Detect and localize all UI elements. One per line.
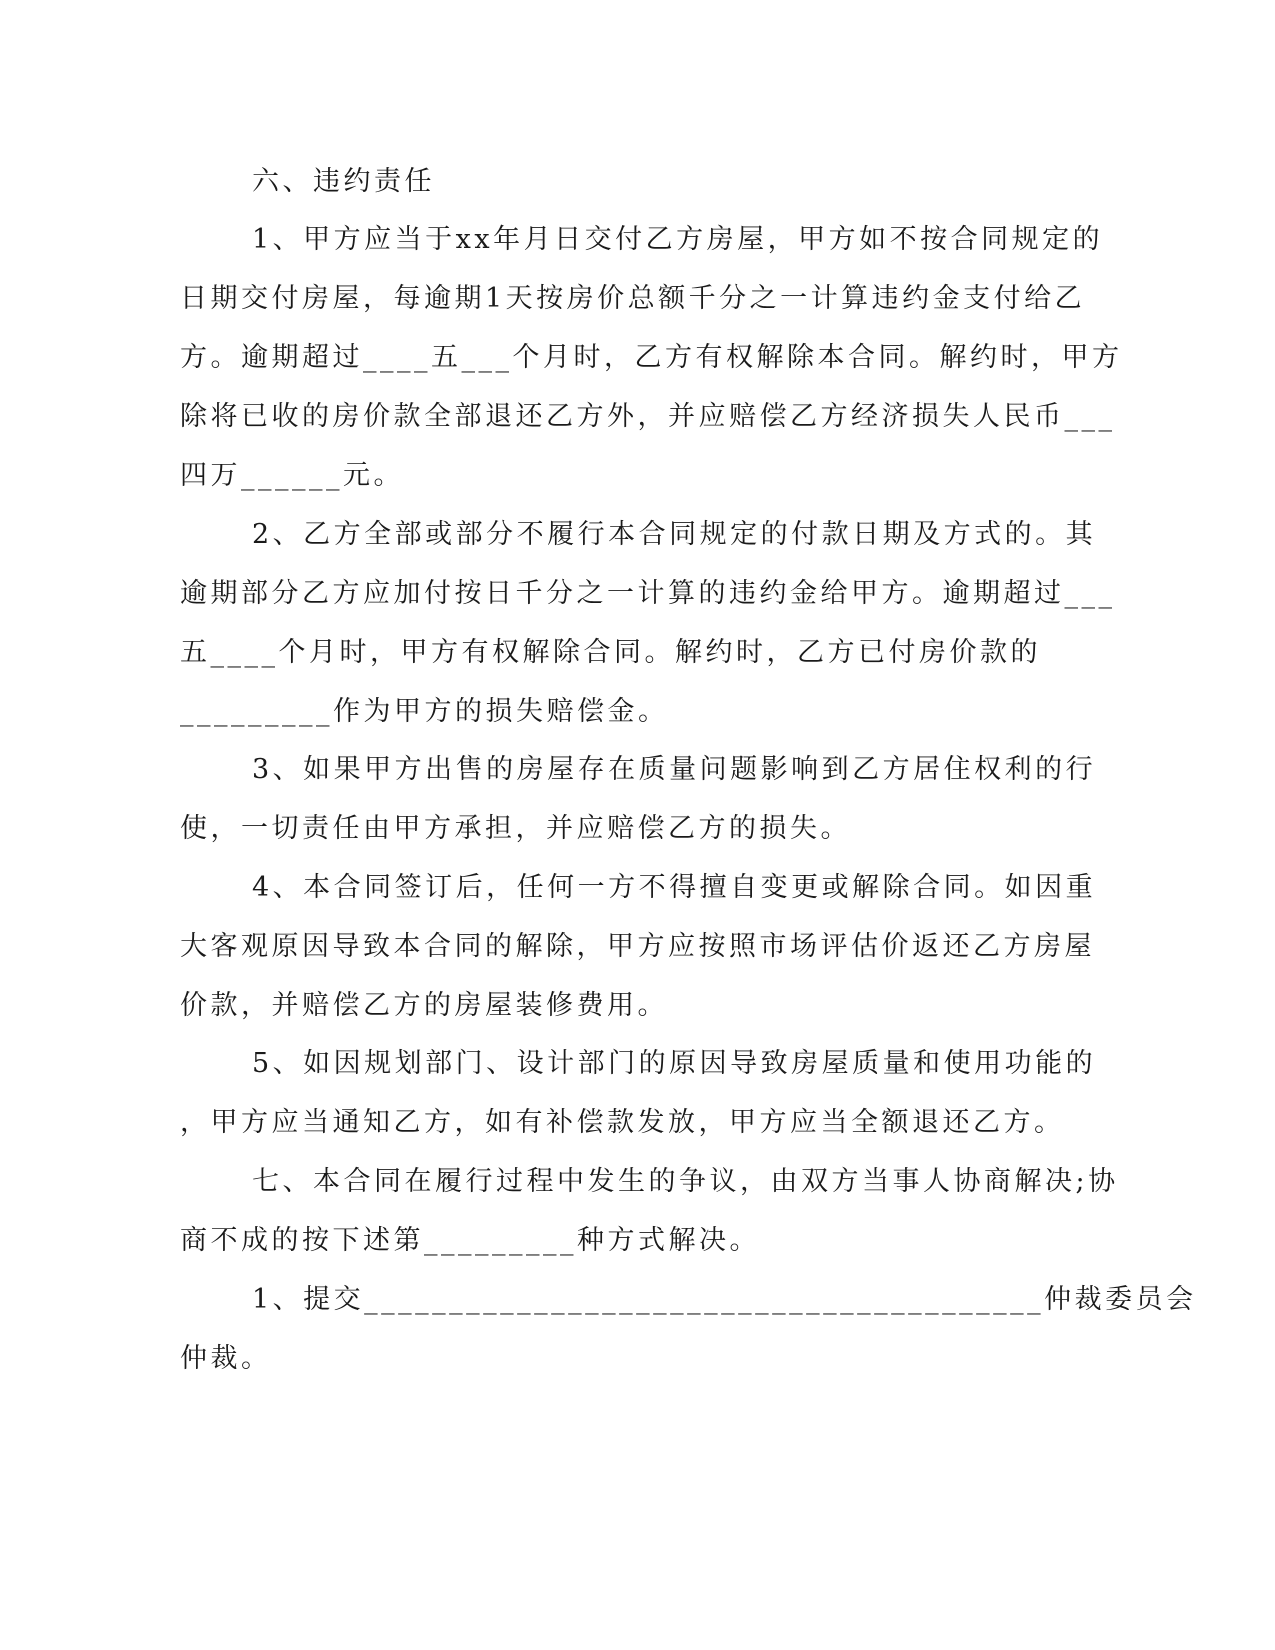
paragraph-1-line-5: 四万______元。 bbox=[180, 460, 404, 491]
paragraph-4-line-2: 大客观原因导致本合同的解除，甲方应按照市场评估价返还乙方房屋 bbox=[180, 931, 1095, 962]
section-heading-breach-liability: 六、违约责任 bbox=[252, 166, 435, 197]
paragraph-1-line-4: 除将已收的房价款全部退还乙方外，并应赔偿乙方经济损失人民币___ bbox=[180, 401, 1116, 432]
paragraph-2-line-1: 2、乙方全部或部分不履行本合同规定的付款日期及方式的。其 bbox=[252, 519, 1097, 550]
paragraph-2-line-4: _________作为甲方的损失赔偿金。 bbox=[180, 696, 669, 727]
section-seven-line-2: 商不成的按下述第_________种方式解决。 bbox=[180, 1225, 760, 1256]
option-1-line-2: 仲裁。 bbox=[180, 1343, 272, 1374]
option-1-line-1: 1、提交________________________________________仲裁委员会 bbox=[252, 1284, 1197, 1315]
paragraph-2-line-3: 五____个月时，甲方有权解除合同。解约时，乙方已付房价款的 bbox=[180, 637, 1041, 668]
paragraph-3-line-2: 使，一切责任由甲方承担，并应赔偿乙方的损失。 bbox=[180, 813, 851, 844]
paragraph-4-line-3: 价款，并赔偿乙方的房屋装修费用。 bbox=[180, 990, 668, 1021]
paragraph-1-line-1: 1、甲方应当于xx年月日交付乙方房屋，甲方如不按合同规定的 bbox=[252, 224, 1104, 255]
paragraph-3-line-1: 3、如果甲方出售的房屋存在质量问题影响到乙方居住权利的行 bbox=[252, 754, 1097, 785]
paragraph-5-line-1: 5、如因规划部门、设计部门的原因导致房屋质量和使用功能的 bbox=[252, 1048, 1097, 1079]
paragraph-5-line-2: ，甲方应当通知乙方，如有补偿款发放，甲方应当全额退还乙方。 bbox=[180, 1107, 1065, 1138]
paragraph-4-line-1: 4、本合同签订后，任何一方不得擅自变更或解除合同。如因重 bbox=[252, 872, 1097, 903]
paragraph-1-line-2: 日期交付房屋，每逾期1天按房价总额千分之一计算违约金支付给乙 bbox=[180, 283, 1086, 314]
paragraph-2-line-2: 逾期部分乙方应加付按日千分之一计算的违约金给甲方。逾期超过___ bbox=[180, 578, 1116, 609]
section-seven-line-1: 七、本合同在履行过程中发生的争议，由双方当事人协商解决;协 bbox=[252, 1166, 1119, 1197]
paragraph-1-line-3: 方。逾期超过____五___个月时，乙方有权解除本合同。解约时，甲方 bbox=[180, 342, 1123, 373]
